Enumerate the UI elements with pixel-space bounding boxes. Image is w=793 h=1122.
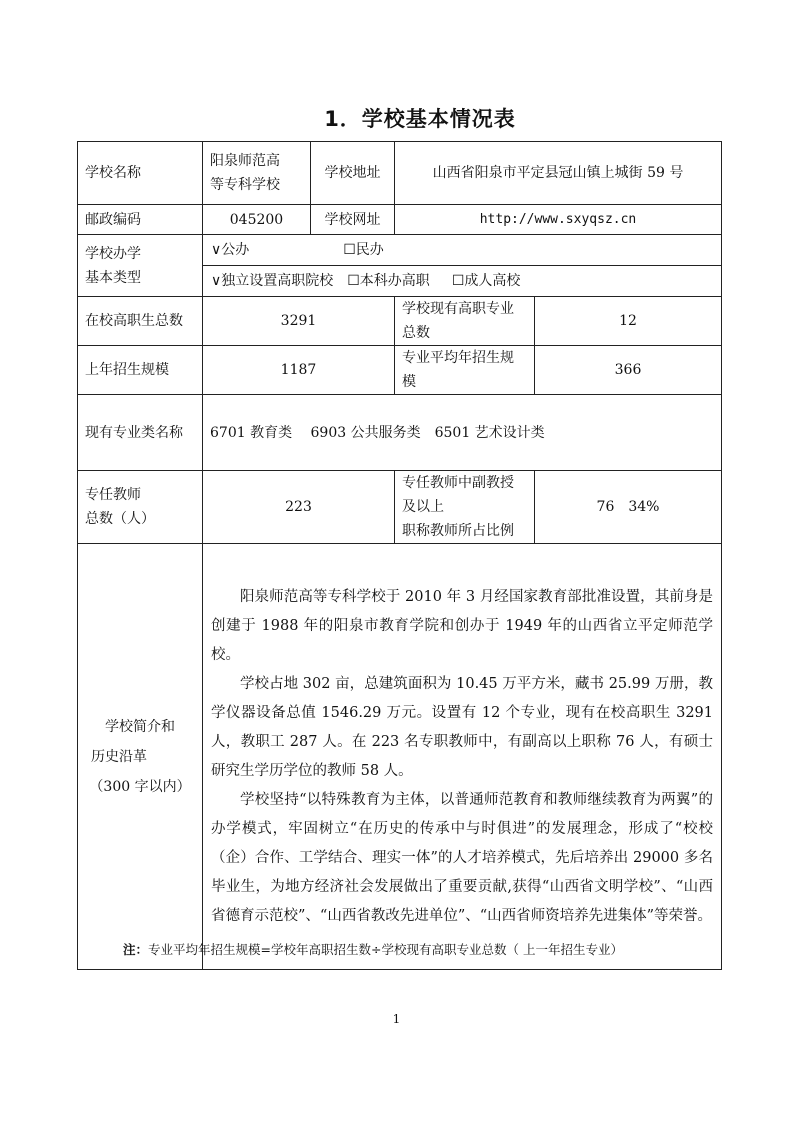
website-value: http://www.sxyqsz.cn [395,205,722,235]
school-type-label [78,235,203,297]
teachers-label-line1: 专任教师 [85,487,141,503]
avg-enroll-label: 专业平均年招生规模 [395,346,535,395]
option-adult-college: ☐成人高校 [451,273,521,289]
school-name-line1: 阳泉师范高 [210,153,280,169]
institution-options [203,265,721,296]
teachers-count: 223 [203,471,395,544]
row-introduction [78,544,722,970]
intro-label-line1: 学校简介和 [105,718,175,735]
school-type-options [203,235,722,297]
school-info-table [77,141,722,970]
address-label: 学校地址 [311,142,395,205]
intro-label [78,544,203,970]
students-value: 3291 [203,297,395,346]
intro-paragraph-2: 学校占地 302 亩，总建筑面积为 10.45 万平方米，藏书 25.99 万册，教学仪器设备总值 1546.29 万元。设置有 12 个专业，现有在校高职生 3291 人，教职工 287 人。在 223 名专职教师中，有副高以上职称 76 人，有硕士研究生学历学位的教师 58 人。 [211,675,713,779]
school-name-line2: 等专科学校 [210,177,280,193]
footnote-prefix: 注： [123,942,149,957]
major-categories-value: 6701 教育类 6903 公共服务类 6501 艺术设计类 [203,395,722,471]
row-major-categories [78,395,722,471]
intro-paragraph-1: 阳泉师范高等专科学校于 2010 年 3 月经国家教育部批准设置，其前身是创建于 1988 年的阳泉市教育学院和创办于 1949 年的山西省立平定师范学校。 [211,588,713,663]
option-independent-vocational: ∨独立设置高职院校 [211,273,334,289]
senior-ratio-label-line2: 职称教师所占比例 [402,523,514,539]
footnote-text: 专业平均年招生规模=学校年高职招生数÷学校现有高职专业总数（ 上一年招生专业） [148,942,623,957]
option-undergrad-vocational: ☐本科办高职 [347,273,430,289]
enroll-value: 1187 [203,346,395,395]
footnote [123,940,623,958]
avg-enroll-value: 366 [535,346,722,395]
enroll-label: 上年招生规模 [78,346,203,395]
page-title: 1．学校基本情况表 [324,107,516,131]
page-number: 1 [392,1012,401,1026]
row-enrollment [78,346,722,395]
senior-ratio-label-line1: 专任教师中副教授及以上 [402,475,514,515]
intro-label-line3: （300 字以内） [89,778,191,795]
senior-ratio-label [395,471,535,544]
students-label: 在校高职生总数 [78,297,203,346]
row-students [78,297,722,346]
major-categories-label: 现有专业类名称 [78,395,203,471]
school-name-label: 学校名称 [78,142,203,205]
school-type-label-line1: 学校办学 [85,245,141,262]
option-private: ☐民办 [343,242,384,258]
option-public: ∨公办 [211,242,250,258]
row-name-address [78,142,722,205]
school-type-label-line2: 基本类型 [85,269,141,286]
senior-ratio-value: 76 34% [535,471,722,544]
intro-text [203,544,722,970]
postcode-label: 邮政编码 [78,205,203,235]
website-label: 学校网址 [311,205,395,235]
address-value: 山西省阳泉市平定县冠山镇上城街 59 号 [395,142,722,205]
row-postcode-website [78,205,722,235]
intro-label-line2: 历史沿革 [91,748,147,765]
row-teachers [78,471,722,544]
majors-count-label: 学校现有高职专业总数 [395,297,535,346]
teachers-label-line2: 总数（人） [85,511,155,527]
school-name-value [203,142,311,205]
majors-count-value: 12 [535,297,722,346]
ownership-options [203,235,721,265]
postcode-value: 045200 [203,205,311,235]
teachers-label [78,471,203,544]
intro-paragraph-3: 学校坚持“以特殊教育为主体，以普通师范教育和教师继续教育为两翼”的办学模式，牢固树立“在历史的传承中与时俱进”的发展理念，形成了“校校（企）合作、工学结合、理实一体”的人才培养模式，先后培养出 29000 多名毕业生，为地方经济社会发展做出了重要贡献,获得“山西省文明学校”、“山西省德育示范校”、“山西省教改先进单位”、“山西省师资培养先进集体”等荣誉。 [211,791,713,924]
row-school-type [78,235,722,297]
